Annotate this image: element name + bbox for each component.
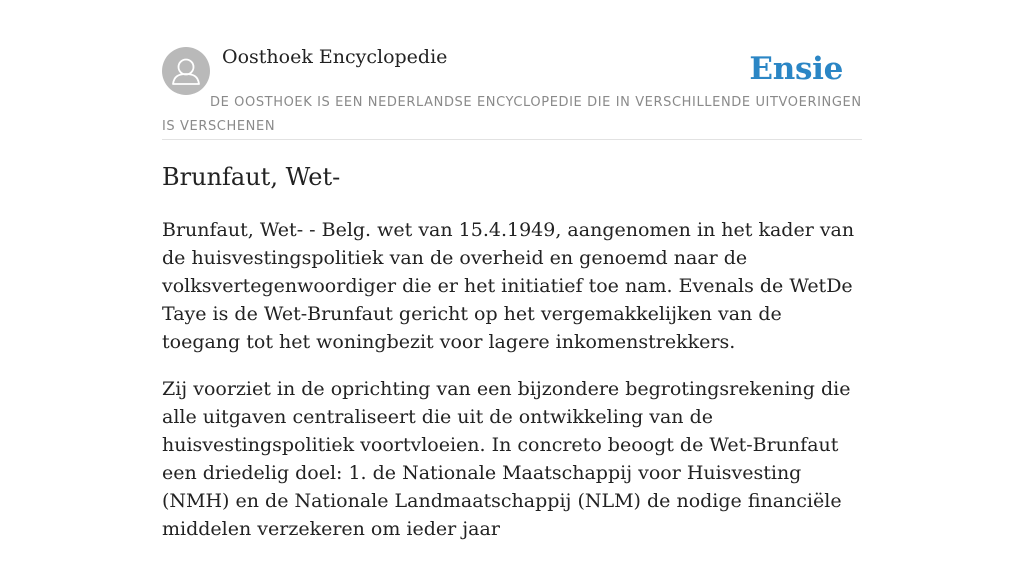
entry-title: Brunfaut, Wet-: [162, 163, 341, 191]
entry-body: [162, 216, 864, 562]
brand-logo[interactable]: Ensie: [749, 51, 843, 87]
entry-paragraph: Zij voorziet in de oprichting van een bijzondere begrotingsrekening die alle uitgaven centraliseert die uit de ontwikkeling van de huisvestingspolitiek voortvloeien. In concreto beoogt de Wet-Brunfaut een driedelig doel: 1. de Nationale Maatschappij voor Huisvesting (NMH) en de Nationale Landmaatschappij (NLM) de nodige financiële middelen verzekeren om ieder jaar: [162, 378, 851, 540]
publication-title[interactable]: Oosthoek Encyclopedie: [222, 46, 448, 68]
entry-paragraph: Brunfaut, Wet- - Belg. wet van 15.4.1949, aangenomen in het kader van de huisvestingspolitiek van de overheid en genoemd naar de volksvertegenwoordiger die er het initiatief toe nam. Evenals de WetDe Taye is de Wet-Brunfaut gericht op het vergemakkelijken van de toegang tot het woningbezit voor lagere inkomenstrekkers.: [162, 219, 855, 353]
avatar[interactable]: [162, 47, 210, 95]
user-avatar-icon: [162, 47, 210, 95]
publication-description: DE OOSTHOEK IS EEN NEDERLANDSE ENCYCLOPEDIE DIE IN VERSCHILLENDE UITVOERINGEN IS VERSCHENEN: [162, 95, 862, 134]
header-divider: [162, 139, 862, 140]
